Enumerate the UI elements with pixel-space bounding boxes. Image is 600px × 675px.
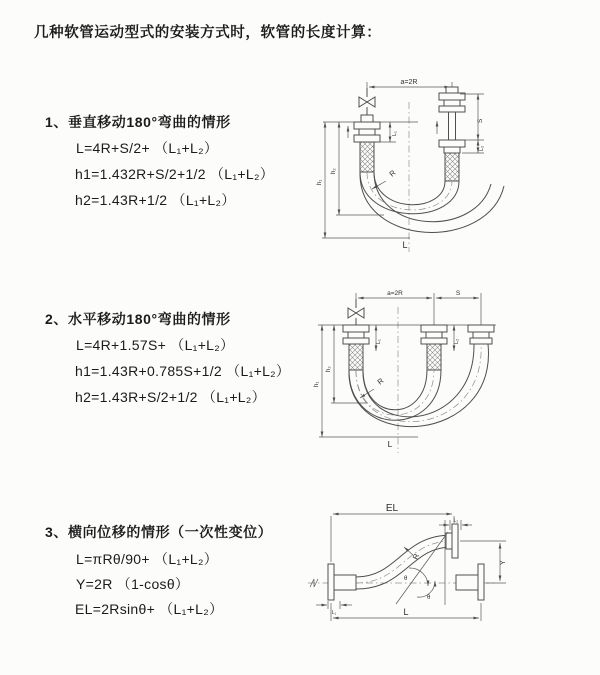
el-dimension (331, 503, 454, 562)
dim-label-l1: L₁ (331, 610, 337, 616)
dim-label-h2: h₂ (331, 168, 337, 174)
radius-callout (404, 547, 421, 561)
dim-label-el: EL (385, 503, 399, 514)
section-1-heading: 1、垂直移动180°弯曲的情形 (45, 114, 231, 130)
dim-label-y: Y (500, 560, 507, 565)
angle-construction (396, 520, 448, 605)
valve-icon (359, 88, 375, 115)
section-2-formula-L: L=4R+1.57S+ （L₁+L₂） (76, 337, 235, 353)
section-3-formula-L: L=πRθ/90+ （L₁+L₂） (76, 551, 219, 567)
dim-label-l-total: L (402, 240, 408, 250)
left-pipe-fitting (343, 325, 369, 370)
hose-u-curves (349, 344, 489, 427)
section-1-formula-h2: h2=1.43R+1/2 （L₁+L₂） (75, 192, 236, 208)
section-3-formula-Y: Y=2R （1-cosθ） (76, 576, 190, 592)
dim-label-l-total: L (403, 607, 409, 617)
section-2-formula-h2: h2=1.43R+S/2+1/2 （L₁+L₂） (75, 389, 266, 405)
upper-flange-fitting (446, 524, 458, 558)
top-width-dimension (367, 79, 452, 88)
section-1-formula-h1: h1=1.432R+S/2+1/2 （L₁+L₂） (75, 166, 275, 182)
left-flange-fitting (328, 564, 356, 600)
left-pipe-fitting (348, 115, 380, 172)
dim-label-l1: L₁ (392, 131, 398, 136)
horizontal-180-bend-diagram (310, 285, 600, 457)
dim-label-h1: h₁ (314, 381, 320, 387)
dim-label-l2: L₂ (454, 338, 460, 344)
dim-label-l-total: L (387, 439, 393, 449)
hose-u-curves (360, 172, 504, 232)
right-pipe-fitting (437, 87, 465, 181)
lateral-displacement-diagram (300, 500, 600, 650)
dim-label-r: R (375, 376, 386, 387)
dim-label-r: R (387, 168, 398, 179)
section-3-heading: 3、横向位移的情形（一次性变位） (45, 524, 273, 540)
top-dimensions (356, 290, 481, 325)
middle-pipe-fitting (421, 325, 447, 370)
vertical-180-bend-diagram (310, 74, 600, 258)
dim-label-h2: h₂ (326, 366, 332, 372)
valve-icon (348, 299, 364, 325)
right-pipe-fitting (468, 325, 494, 344)
dim-label-l2: L₂ (453, 518, 459, 524)
section-3-formula-EL: EL=2Rsinθ+ （L₁+L₂） (75, 601, 224, 617)
section-2-heading: 2、水平移动180°弯曲的情形 (45, 311, 231, 327)
dim-label-h1: h₁ (317, 179, 323, 185)
section-2-formula-h1: h1=1.43R+0.785S+1/2 （L₁+L₂） (75, 363, 291, 379)
left-fitting-length-dimension (316, 601, 352, 616)
page-title: 几种软管运动型式的安装方式时，软管的长度计算： (34, 25, 382, 41)
dim-label-r: R (410, 552, 422, 561)
right-flange-fitting (456, 564, 484, 600)
dim-label-l2: L₂ (479, 145, 485, 151)
dim-label-l1: L₁ (376, 339, 382, 344)
dim-label-a2r: a=2R (387, 290, 403, 297)
dim-label-a2r: a=2R (400, 79, 418, 86)
dim-label-s: S (455, 290, 461, 297)
dim-label-s: S (477, 118, 484, 123)
section-1-formula-L: L=4R+S/2+ （L₁+L₂） (76, 140, 219, 156)
angle-label-theta: θ (427, 595, 431, 601)
length-dimension (331, 603, 481, 621)
angle-label-theta: θ (404, 576, 408, 582)
